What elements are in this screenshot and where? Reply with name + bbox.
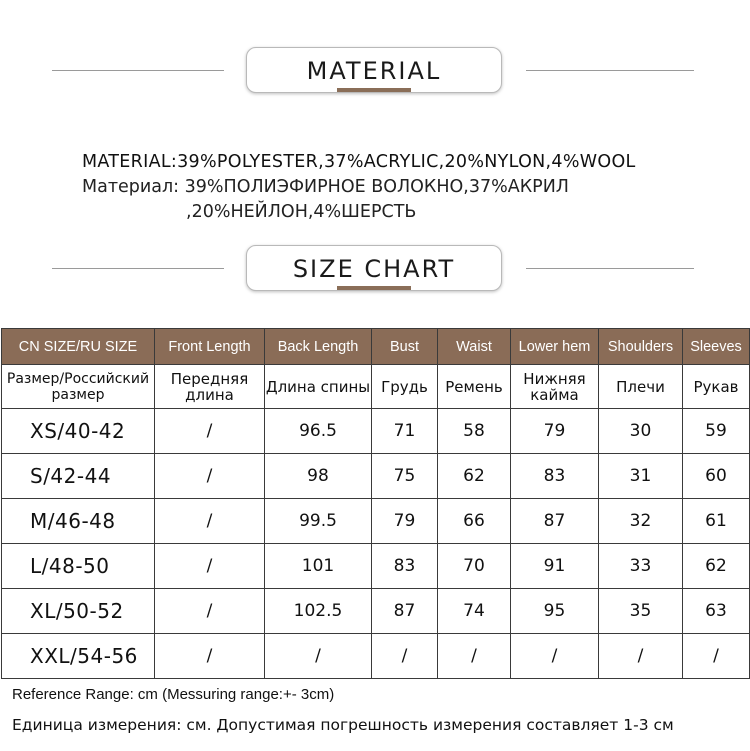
material-en-value: 39%POLYESTER,37%ACRYLIC,20%NYLON,4%WOOL <box>177 152 636 172</box>
material-ru <box>82 175 636 200</box>
table-cell: 74 <box>438 589 511 634</box>
table-header-row-ru <box>2 365 750 409</box>
table-cell: 98 <box>265 454 372 499</box>
header-pill <box>246 47 502 93</box>
column-header-ru: Размер/Российский размер <box>2 365 155 409</box>
material-composition <box>82 150 636 225</box>
table-cell: 83 <box>372 544 438 589</box>
column-header-ru: Передняя длина <box>155 365 265 409</box>
divider-left <box>52 268 224 269</box>
table-cell: 102.5 <box>265 589 372 634</box>
table-cell: 60 <box>683 454 750 499</box>
table-cell: / <box>155 544 265 589</box>
size-cell: S/42-44 <box>2 454 155 499</box>
table-cell: 79 <box>511 409 599 454</box>
table-row <box>2 454 750 499</box>
table-cell: 62 <box>683 544 750 589</box>
table-row <box>2 499 750 544</box>
divider-left <box>52 70 224 71</box>
table-row <box>2 634 750 679</box>
column-header: Lower hem <box>511 329 599 365</box>
table-cell: 87 <box>372 589 438 634</box>
table-cell: / <box>511 634 599 679</box>
table-cell: 101 <box>265 544 372 589</box>
table-cell: 59 <box>683 409 750 454</box>
title-accent-bar <box>337 88 411 92</box>
section-title: MATERIAL <box>306 57 442 85</box>
header-pill <box>246 245 502 291</box>
table-cell: 96.5 <box>265 409 372 454</box>
material-en <box>82 150 636 175</box>
column-header-ru: Грудь <box>372 365 438 409</box>
table-cell: / <box>155 589 265 634</box>
table-cell: / <box>155 409 265 454</box>
table-cell: / <box>155 499 265 544</box>
column-header: CN SIZE/RU SIZE <box>2 329 155 365</box>
table-cell: / <box>265 634 372 679</box>
column-header: Shoulders <box>599 329 683 365</box>
column-header-ru: Ремень <box>438 365 511 409</box>
table-cell: 61 <box>683 499 750 544</box>
table-cell: 99.5 <box>265 499 372 544</box>
table-cell: 79 <box>372 499 438 544</box>
column-header: Sleeves <box>683 329 750 365</box>
reference-range-ru: Единица измерения: см. Допустимая погрешность измерения составляет 1-3 см <box>12 716 674 734</box>
table-cell: 63 <box>683 589 750 634</box>
divider-right <box>526 70 694 71</box>
column-header-ru: Рукав <box>683 365 750 409</box>
table-cell: 75 <box>372 454 438 499</box>
size-cell: XS/40-42 <box>2 409 155 454</box>
table-cell: 33 <box>599 544 683 589</box>
title-accent-bar <box>337 286 411 290</box>
table-cell: 70 <box>438 544 511 589</box>
table-row <box>2 409 750 454</box>
table-cell: 32 <box>599 499 683 544</box>
column-header-ru: Плечи <box>599 365 683 409</box>
table-cell: 58 <box>438 409 511 454</box>
table-cell: 95 <box>511 589 599 634</box>
table-row <box>2 589 750 634</box>
column-header: Front Length <box>155 329 265 365</box>
table-cell: 35 <box>599 589 683 634</box>
material-en-label: MATERIAL: <box>82 152 178 172</box>
material-ru-value: 39%ПОЛИЭФИРНОЕ ВОЛОКНО,37%АКРИЛ <box>184 177 569 197</box>
table-cell: / <box>155 454 265 499</box>
material-ru-label: Материал: <box>82 177 180 197</box>
table-cell: 71 <box>372 409 438 454</box>
table-cell: / <box>599 634 683 679</box>
column-header: Waist <box>438 329 511 365</box>
table-cell: 31 <box>599 454 683 499</box>
size-chart-section-header <box>0 243 750 293</box>
table-cell: 83 <box>511 454 599 499</box>
size-cell: M/46-48 <box>2 499 155 544</box>
table-cell: / <box>683 634 750 679</box>
material-section-header <box>0 45 750 95</box>
section-title: SIZE CHART <box>292 255 456 283</box>
column-header: Back Length <box>265 329 372 365</box>
table-header-row <box>2 329 750 365</box>
table-cell: 30 <box>599 409 683 454</box>
table-cell: / <box>438 634 511 679</box>
table-cell: 91 <box>511 544 599 589</box>
table-cell: / <box>155 634 265 679</box>
table-cell: 66 <box>438 499 511 544</box>
table-cell: / <box>372 634 438 679</box>
column-header-ru: Длина спины <box>265 365 372 409</box>
table-cell: 62 <box>438 454 511 499</box>
table-cell: 87 <box>511 499 599 544</box>
divider-right <box>526 268 694 269</box>
table-row <box>2 544 750 589</box>
column-header-ru: Нижняя кайма <box>511 365 599 409</box>
size-cell: L/48-50 <box>2 544 155 589</box>
material-ru-line2: ,20%НЕЙЛОН,4%ШЕРСТЬ <box>186 202 417 222</box>
reference-range-en: Reference Range: cm (Messuring range:+- 3cm) <box>12 686 335 703</box>
size-cell: XXL/54-56 <box>2 634 155 679</box>
size-chart-table <box>1 328 750 679</box>
column-header: Bust <box>372 329 438 365</box>
size-cell: XL/50-52 <box>2 589 155 634</box>
